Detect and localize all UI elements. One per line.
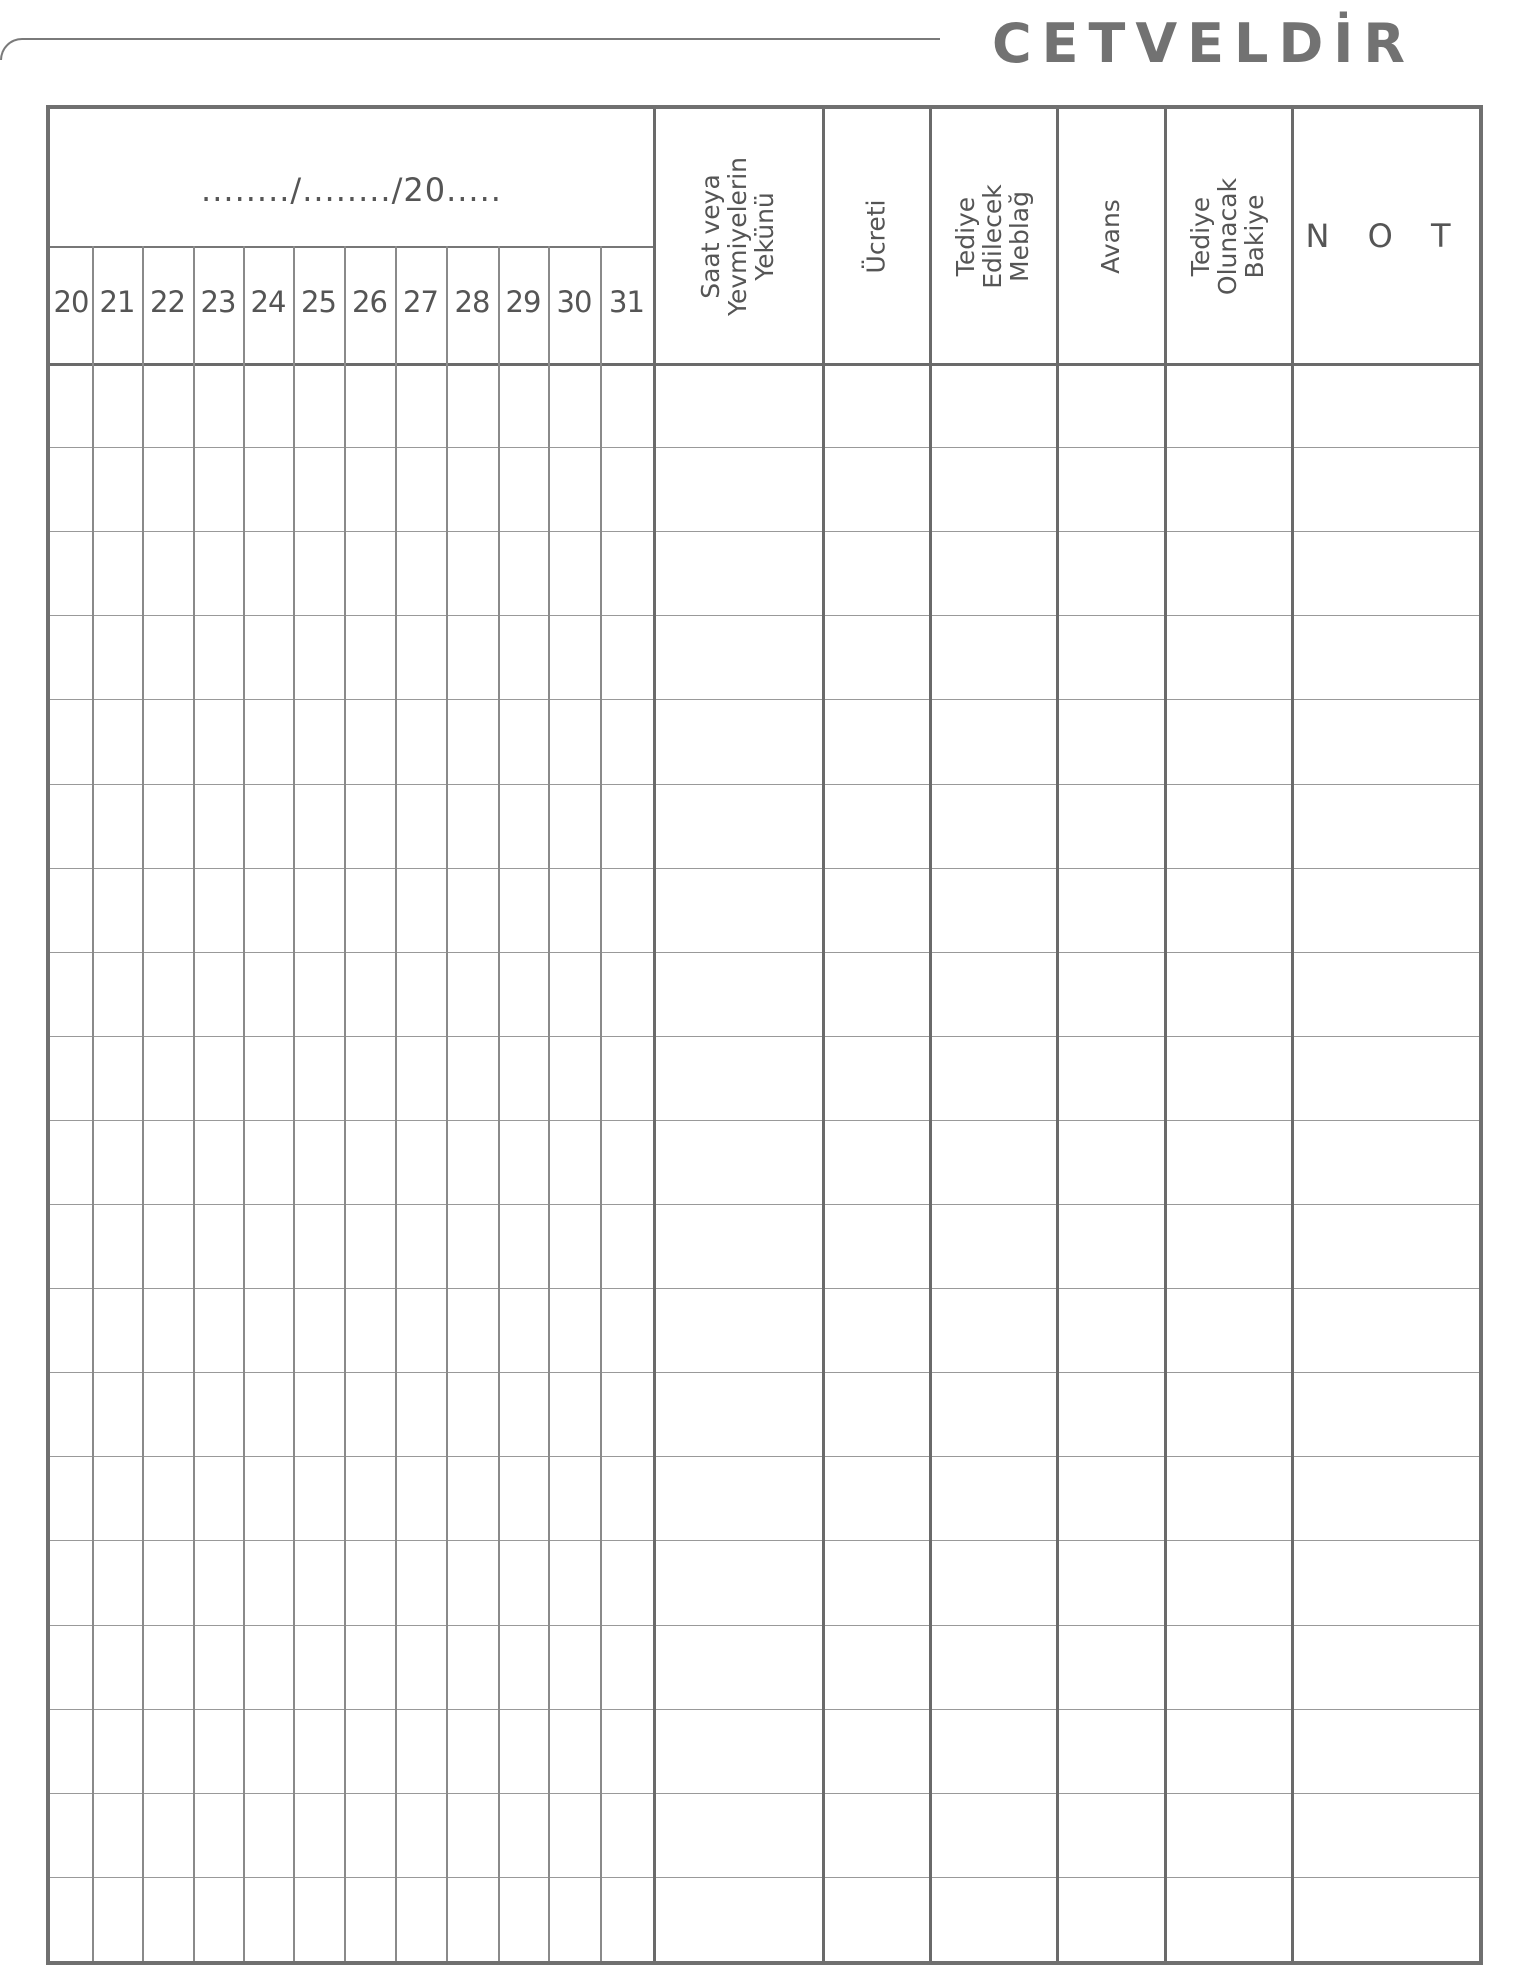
- top-rule: [0, 38, 940, 60]
- column-header-wage: [822, 109, 929, 363]
- row-line: [50, 1372, 1479, 1373]
- day-column-line: [142, 246, 144, 1961]
- column-header-payable: [929, 109, 1056, 363]
- day-label-21: 21: [99, 285, 135, 319]
- column-line: [653, 109, 656, 1961]
- column-header-label: Ücreti: [861, 199, 890, 273]
- day-column-line: [243, 246, 245, 1961]
- column-header-label: Tediye Olunacak Bakiye: [1186, 177, 1269, 295]
- page-title: CETVELDİR: [992, 12, 1415, 75]
- note-header: N O T: [1305, 217, 1465, 255]
- day-column-line: [446, 246, 448, 1961]
- row-line: [50, 1625, 1479, 1626]
- column-line: [822, 109, 825, 1961]
- day-column-line: [600, 246, 602, 1961]
- day-label-31: 31: [609, 285, 644, 319]
- row-line: [50, 615, 1479, 616]
- column-header-sum: [653, 109, 822, 363]
- day-label-26: 26: [352, 285, 387, 319]
- day-label-25: 25: [301, 285, 336, 319]
- row-line: [50, 447, 1479, 448]
- day-label-20: 20: [53, 285, 89, 319]
- day-label-28: 28: [454, 285, 490, 319]
- row-line: [50, 1036, 1479, 1037]
- day-label-22: 22: [150, 285, 185, 319]
- day-column-line: [293, 246, 295, 1961]
- day-label-24: 24: [250, 285, 286, 319]
- row-line: [50, 1709, 1479, 1710]
- header-bottom-line: [50, 363, 1479, 366]
- column-header-label: Tediye Edilecek Meblağ: [951, 183, 1034, 289]
- row-line: [50, 1456, 1479, 1457]
- column-line: [1291, 109, 1294, 1961]
- column-header-advance: [1056, 109, 1164, 363]
- row-line: [50, 784, 1479, 785]
- row-line: [50, 1877, 1479, 1878]
- day-label-27: 27: [403, 285, 438, 319]
- day-label-29: 29: [505, 285, 541, 319]
- column-header-label: Avans: [1095, 198, 1125, 274]
- date-divider-line: [50, 246, 653, 248]
- row-line: [50, 1793, 1479, 1794]
- row-line: [50, 699, 1479, 700]
- day-column-line: [193, 246, 195, 1961]
- row-line: [50, 1120, 1479, 1121]
- row-line: [50, 952, 1479, 953]
- day-column-line: [344, 246, 346, 1961]
- column-header-label: Saat veya Yevmiyelerin Yekünü: [696, 156, 779, 316]
- column-line: [929, 109, 932, 1961]
- day-column-line: [92, 246, 94, 1961]
- column-header-balance: [1164, 109, 1291, 363]
- column-line: [1164, 109, 1167, 1961]
- column-line: [1056, 109, 1059, 1961]
- day-column-line: [498, 246, 500, 1961]
- row-line: [50, 1204, 1479, 1205]
- day-column-line: [548, 246, 550, 1961]
- row-line: [50, 868, 1479, 869]
- day-column-line: [395, 246, 397, 1961]
- row-line: [50, 1540, 1479, 1541]
- row-line: [50, 531, 1479, 532]
- date-field: ......../......../20.....: [201, 171, 502, 209]
- day-label-30: 30: [556, 285, 592, 319]
- ledger-table: [46, 105, 1483, 1965]
- row-line: [50, 1288, 1479, 1289]
- day-label-23: 23: [200, 285, 236, 319]
